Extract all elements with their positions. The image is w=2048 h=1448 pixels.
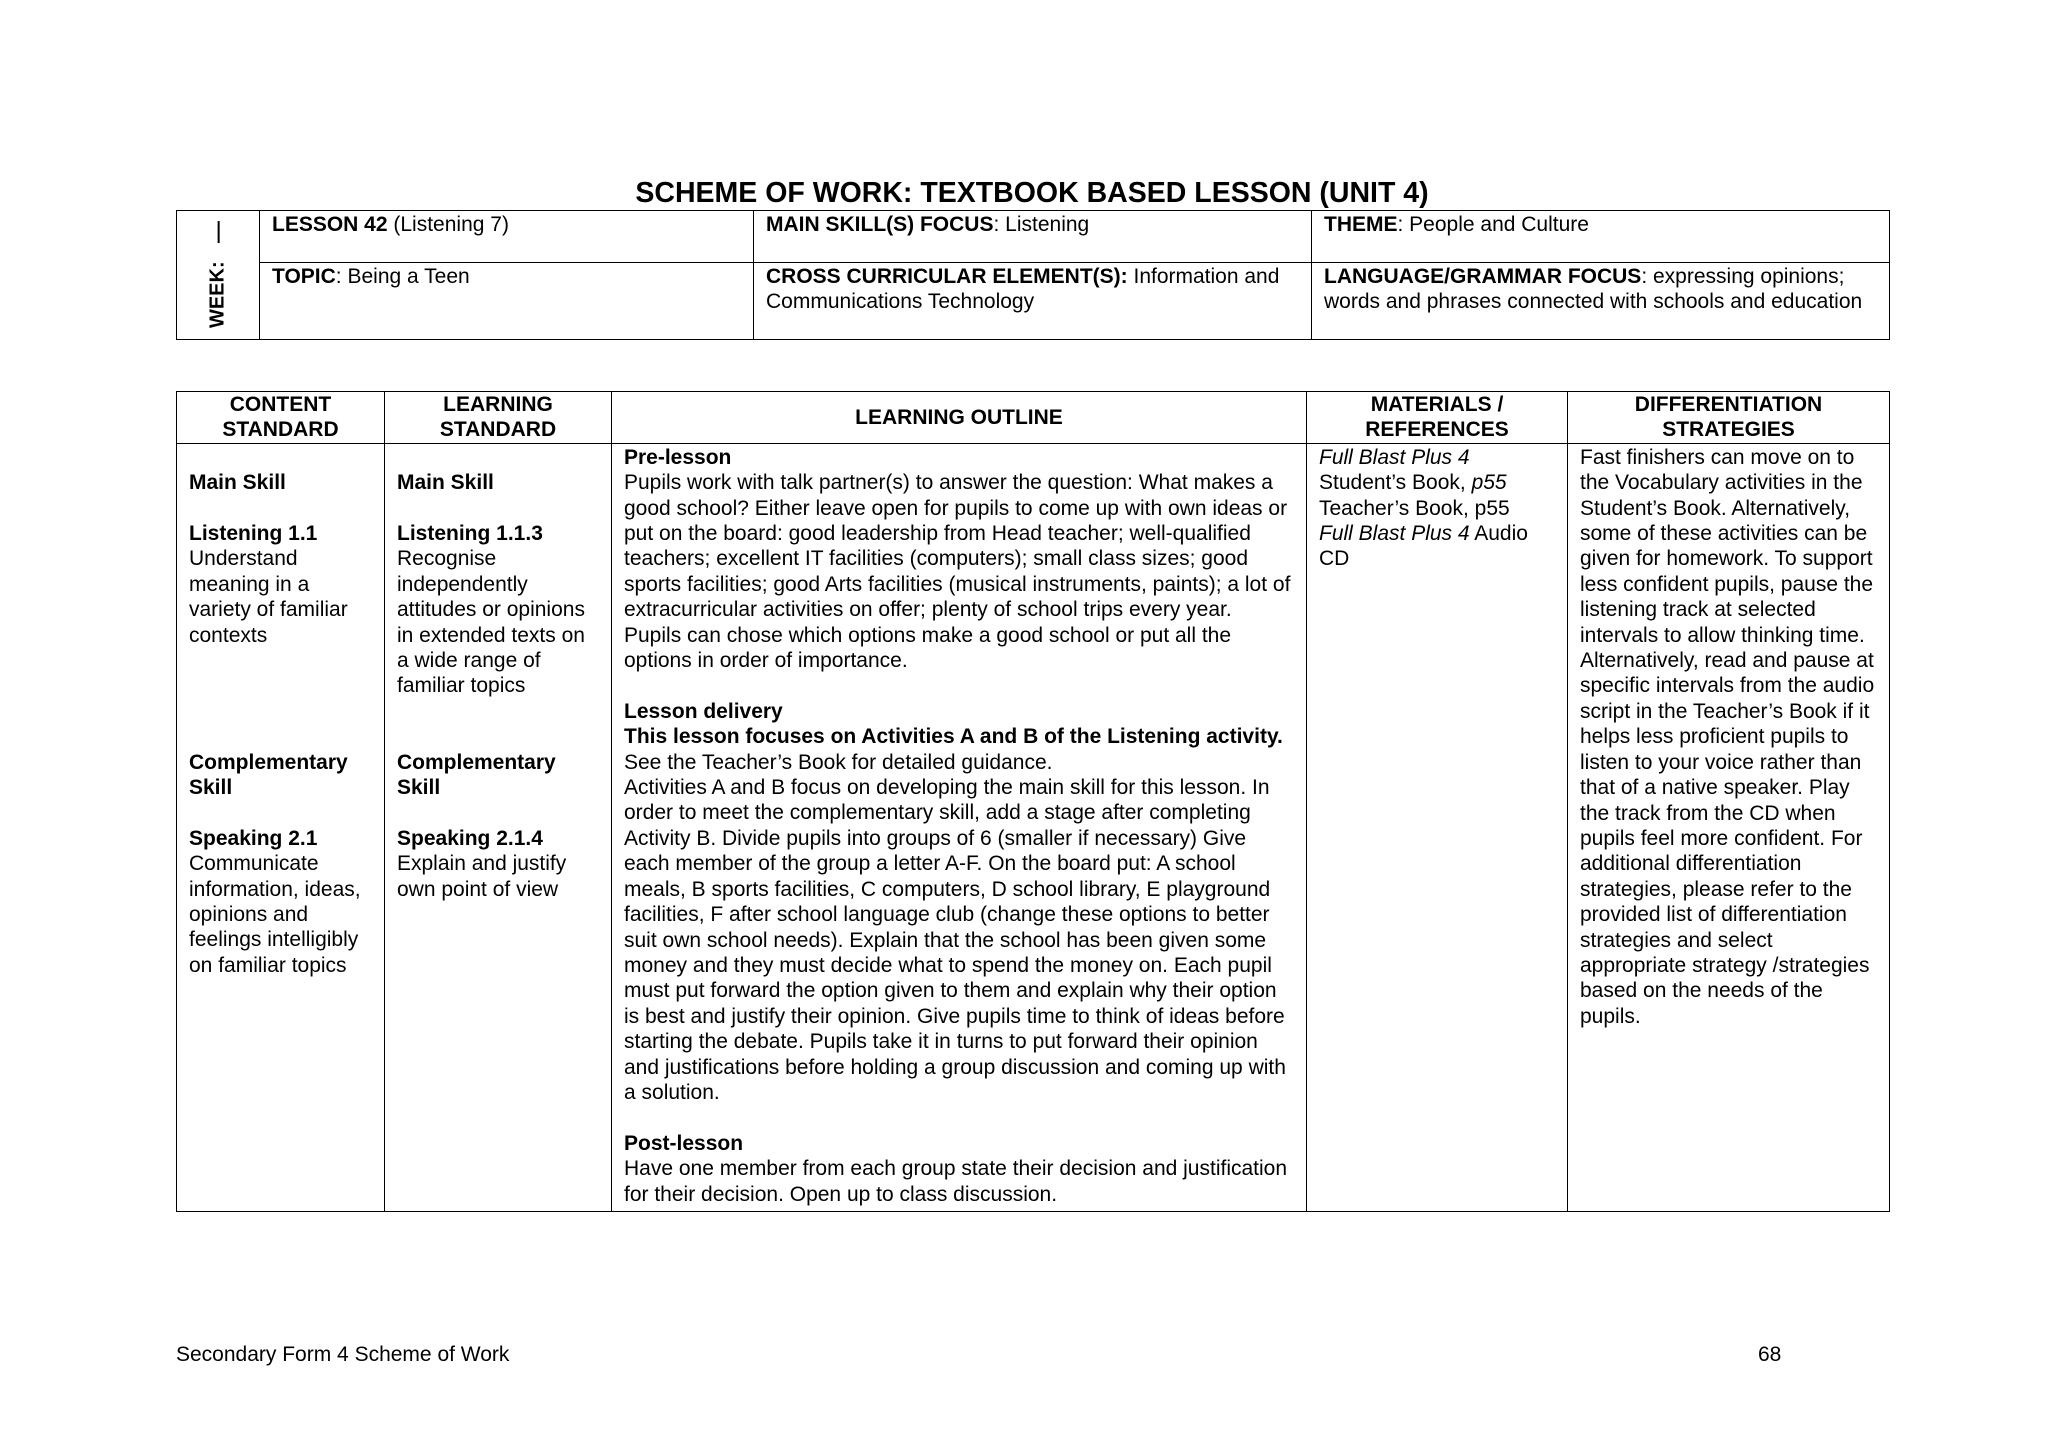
cs-complementary-skill-heading: Complementary Skill xyxy=(189,750,348,799)
footer-document-title: Secondary Form 4 Scheme of Work xyxy=(176,1343,510,1366)
cross-curricular-cell xyxy=(754,263,1312,340)
materials-cell xyxy=(1307,443,1568,1211)
ls-main-text: Recognise independently attitudes or opinions in extended texts on a wide range of familiar topics xyxy=(397,547,585,698)
cs-main-text: Understand meaning in a variety of familiar contexts xyxy=(189,547,348,647)
post-lesson-heading: Post-lesson xyxy=(624,1131,744,1155)
week-label: WEEK: xyxy=(205,222,230,329)
lesson-delivery-text: Activities A and B focus on developing the main skill for this lesson. In order to meet the complementary skill, add a stage after completing Activity B. Divide pupils into groups of 6 (smaller if necessary) Give each member of the group a letter A-F. On the board put: A school meals, B sports facilities, C computers, D school library, E playground facilities, F after school language club (change these options to better suit own school needs). Explain that the school has been given some money and they must decide what to spend the money on. Each pupil must put forward the option given to them and explain why their option is best and justify their opinion. Give pupils time to think of ideas before starting the debate. Pupils take it in turns to put forward their opinion and justifications before holding a group discussion and coming up with a solution. xyxy=(624,776,1286,1104)
cross-curricular-label: CROSS CURRICULAR ELEMENT(S): xyxy=(766,265,1128,288)
ls-complementary-text: Explain and justify own point of view xyxy=(397,852,567,901)
week-cell xyxy=(177,211,260,340)
main-skill-value: : Listening xyxy=(993,213,1090,236)
theme-label: THEME xyxy=(1324,213,1398,236)
differentiation-cell xyxy=(1568,443,1890,1211)
lesson-delivery-intro xyxy=(624,724,1294,775)
column-header-differentiation: DIFFERENTIATION STRATEGIES xyxy=(1568,392,1890,444)
ls-main-code: Listening 1.1.3 xyxy=(397,522,543,545)
column-header-learning-standard: LEARNING STANDARD xyxy=(385,392,612,444)
topic-value: : Being a Teen xyxy=(335,265,470,288)
cs-complementary-text: Communicate information, ideas, opinions and feelings intelligibly on familiar topics xyxy=(189,852,361,977)
material-book-title: Full Blast Plus 4 xyxy=(1319,445,1470,469)
material-teachers-book: Teacher’s Book, p55 xyxy=(1319,496,1510,520)
column-header-learning-outline: LEARNING OUTLINE xyxy=(612,392,1307,444)
learning-standard-cell xyxy=(385,443,612,1211)
language-grammar-value: : expressing opinions; words and phrases connected with schools and education xyxy=(1324,265,1863,314)
lesson-cell xyxy=(260,211,754,263)
lesson-value: (Listening 7) xyxy=(387,213,509,236)
material-audio-cd: Full Blast Plus 4 Audio CD xyxy=(1319,522,1528,571)
content-standard-cell xyxy=(177,443,385,1211)
lesson-plan-table xyxy=(176,391,1890,1212)
language-grammar-cell xyxy=(1312,263,1890,340)
cs-main-code: Listening 1.1 xyxy=(189,522,318,545)
cross-curricular-value: Information and Communications Technology xyxy=(766,265,1280,314)
ls-complementary-code: Speaking 2.1.4 xyxy=(397,826,543,850)
footer-page-number: 68 xyxy=(1758,1343,1782,1366)
ls-complementary-skill-heading: Complementary Skill xyxy=(397,750,556,800)
page-title: SCHEME OF WORK: TEXTBOOK BASED LESSON (UNIT 4) xyxy=(635,177,1429,209)
lesson-delivery-focus: This lesson focuses on Activities A and B of the Listening activity. xyxy=(624,725,1283,749)
cs-complementary-code: Speaking 2.1 xyxy=(189,826,318,850)
learning-outline-cell xyxy=(612,443,1307,1211)
pre-lesson-heading: Pre-lesson xyxy=(624,445,732,469)
pre-lesson-text: Pupils work with talk partner(s) to answer the question: What makes a good school? Either leave open for pupils to come up with own ideas or put on the board: good leadership from Head teacher; well-qualified teachers; excellent IT facilities (computers); small class sizes; good sports facilities; good Arts facilities (musical instruments, paints); a lot of extracurricular activities on offer; plenty of school trips every year. Pupils can chose which options make a good school or put all the options in order of importance. xyxy=(624,471,1291,673)
lesson-delivery-guidance: See the Teacher’s Book for detailed guidance. xyxy=(624,750,1053,774)
post-lesson-text: Have one member from each group state their decision and justification for their decision. Open up to class discussion. xyxy=(624,1157,1288,1206)
differentiation-text: Fast finishers can move on to the Vocabulary activities in the Student’s Book. Alternatively, some of these activities can be given for homework. To support less confident pupils, pause the listening track at selected intervals to allow thinking time. Alternatively, read and pause at specific intervals from the audio script in the Teacher’s Book if it helps less proficient pupils to listen to your voice rather than that of a native speaker. Play the track from the CD when pupils feel more confident. For additional differentiation strategies, please refer to the provided list of differentiation strategies and select appropriate strategy /strategies based on the needs of the pupils. xyxy=(1580,445,1875,1028)
theme-cell xyxy=(1312,211,1890,263)
topic-label: TOPIC xyxy=(272,265,336,288)
language-grammar-label: LANGUAGE/GRAMMAR FOCUS xyxy=(1324,265,1642,288)
lesson-label: LESSON 42 xyxy=(272,213,388,236)
topic-cell xyxy=(260,263,754,340)
column-header-content-standard: CONTENT STANDARD xyxy=(177,392,385,444)
material-students-book: Student’s Book, p55 xyxy=(1319,471,1507,495)
ls-main-skill-heading: Main Skill xyxy=(397,471,494,495)
lesson-delivery-heading: Lesson delivery xyxy=(624,699,783,723)
lesson-header-table xyxy=(176,210,1890,340)
cs-main-skill-heading: Main Skill xyxy=(189,471,286,495)
main-skill-cell xyxy=(754,211,1312,263)
column-header-materials: MATERIALS / REFERENCES xyxy=(1307,392,1568,444)
week-blank-line xyxy=(217,222,219,244)
theme-value: : People and Culture xyxy=(1397,213,1589,236)
main-skill-label: MAIN SKILL(S) FOCUS xyxy=(766,213,994,236)
